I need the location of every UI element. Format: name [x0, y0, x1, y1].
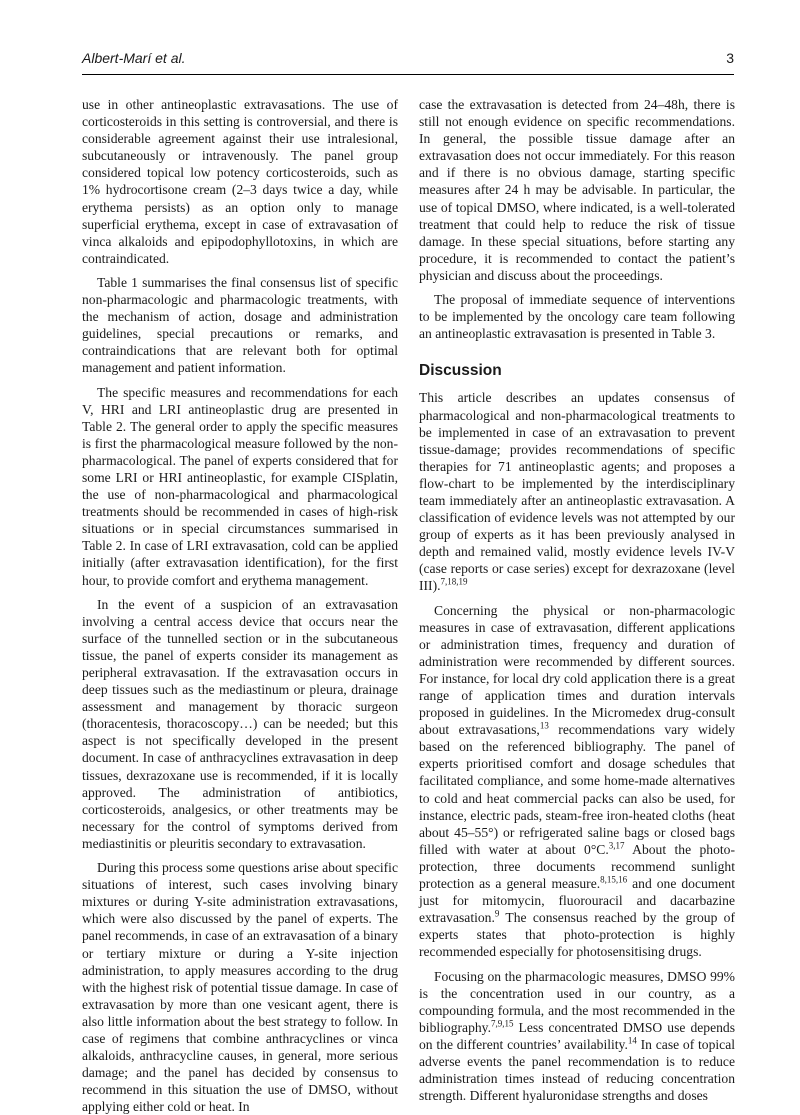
paragraph-text: This article describes an updates consensus of pharmacological and non-pharmacological treatments to be implemented in case of an extravasation to prevent tissue-damage; provides recommendations of specific therapies for 71 antineoplastic agents; and proposes a flow-chart to be implemented by the interdisciplinary team immediately after an antineoplastic extravasation. A classification of evidence levels was not attempted by our group of experts as it has been previously analysed in depth and remained valid, mostly evidence levels IV-V (case reports or case series) except for dexrazoxane (level III). — [419, 390, 735, 594]
right-column — [419, 96, 735, 1104]
paragraph: case the extravasation is detected from 24–48h, there is still not enough evidence on specific recommendations. In general, the possible tissue damage after an extravasation does not occur immediately. For this reason and if there is no obvious damage, starting specific measures after 24 h may be advisable. In particular, the use of topical DMSO, where indicated, is a well-tolerated treatment that could help to reduce the risk of tissue damage. In these special situations, before starting any procedure, it is recommended to contact the patient’s physician and discuss about the proceedings. — [419, 97, 735, 283]
paragraph-text: Less concentrated DMSO use depends on the different countries’ availability. — [419, 1019, 735, 1052]
paragraph-text: and one document just for mitomycin, fluorouracil and dacarbazine extravasation. — [419, 876, 735, 926]
citation-ref: 14 — [627, 1035, 637, 1046]
paragraph: In the event of a suspicion of an extravasation involving a central access device that occurs near the surface of the tunnelled section or in the subcutaneous tissue, the panel of experts consider its management as peripheral extravasation. If the extravasation occurs in deep tissues such as the mediastinum or pleura, drainage assessment and management by thoracic surgeon (thoracentesis, thoracoscopy…) can be needed; but this aspect is not specifically developed in the present document. In case of anthracyclines extravasation in deep tissues, dexrazoxane use is recommended, if it is locally approved. The administration of antibiotics, corticosteroids, analgesics, or other treatments may be necessary for the control of symptoms derived from mediastinitis or pleuritis secondary to extravasation. — [82, 596, 398, 851]
citation-ref: 7,18,19 — [440, 576, 468, 587]
page-number: 3 — [726, 50, 734, 66]
paragraph-text: In case of topical adverse events the panel recommendation is to reduce administration times instead of reducing concentration strength. Different hyaluronidase strengths and doses — [419, 1036, 736, 1104]
paragraph-text: About the photo-protection, three documents recommend sunlight protection as a general measure. — [419, 841, 736, 892]
paragraph: The proposal of immediate sequence of interventions to be implemented by the oncology care team following an antineoplastic extravasation is presented in Table 3. — [419, 292, 735, 342]
paragraph-text: Focusing on the pharmacologic measures, DMSO 99% is the concentration used in our country, as a compounding formula, and the most recommended in the bibliography. — [419, 968, 735, 1035]
paragraph-text: The consensus reached by the group of experts states that photo-protection is highly recommended especially for photosensitising drugs. — [419, 910, 735, 960]
citation-ref: 9 — [494, 908, 500, 919]
citation-ref: 3,17 — [608, 840, 625, 851]
paragraph-text: Concerning the physical or non-pharmacologic measures in case of extravasation, different applications or administration times, frequency and duration of administration were recommended by different sources. For instance, for local dry cold application there is a great range of application times and duration intervals proposed in guidelines. In the Micromedex drug-consult about extravasations, — [419, 602, 735, 738]
paragraph — [419, 602, 735, 961]
running-header — [82, 50, 734, 66]
running-header-authors: Albert-Marí et al. — [82, 50, 186, 66]
section-heading-discussion: Discussion — [419, 362, 502, 380]
paragraph — [419, 389, 735, 594]
header-rule — [82, 74, 734, 75]
paragraph: Table 1 summarises the final consensus list of specific non-pharmacologic and pharmacologic treatments, with the mechanism of action, dosage and administration guidelines, special precautions or remarks, and contraindications that are relevant both for optimal management and patient information. — [82, 274, 398, 376]
left-column — [82, 96, 398, 1115]
paragraph: use in other antineoplastic extravasations. The use of corticosteroids in this setting is controversial, and there is considerable agreement against their use intralesional, subcutaneously or intravenously. The panel group considered topical low potency corticosteroids, such as 1% hydrocortisone cream (2–3 days twice a day, while erythema persists) as an option only to manage superficial erythema, except in case of extravasation of vinca alkaloids and epipodophyllotoxins, in which are contraindicated. — [82, 97, 398, 266]
paragraph: The specific measures and recommendations for each V, HRI and LRI antineoplastic drug are presented in Table 2. The general order to apply the specific measures is first the pharmacological measure followed by the non-pharmacological. The panel of experts considered that for some LRI or HRI antineoplastic, for example CISplatin, the use of non-pharmacological and pharmacological treatments should be recommended in cases of high-risk situations or in special circumstances summarised in Table 2. In case of LRI extravasation, cold can be applied initially (after extravasation identification), for the first hour, to provide comfort and erythema management. — [82, 384, 398, 588]
paragraph-text: recommendations vary widely based on the referenced bibliography. The panel of experts prioritised comfort and dosage schedules that facilitated compliance, and some home-made alternatives to cold and heat commercial packs can also be used, for instance, electric pads, steam-free iron-heated cloths (heat about 45–55°) or refrigerated saline bags or closed bags filled with water at about 0°C. — [419, 722, 735, 857]
citation-ref: 7,9,15 — [490, 1018, 514, 1029]
paragraph — [419, 968, 735, 1105]
citation-ref: 8,15,16 — [600, 874, 628, 885]
paragraph: During this process some questions arise about specific situations of interest, such cases involving binary mixtures or during Y-site administration extravasations, which were also discussed by the panel of experts. The panel recommends, in case of an extravasation of a binary or tertiary mixture or during a Y-site injection administration, to apply measures according to the drug with the highest risk of potential tissue damage. In case of extravasation by more than one vesicant agent, there is also little information about the best strategy to follow. In case of regimens that combine anthracyclines or vinca alkaloids, anthracycline causes, in general, more serious damage; and the panel has decided by consensus to recommend in this situation the use of DMSO, without applying either cold or heat. In — [82, 860, 398, 1115]
citation-ref: 13 — [539, 720, 549, 731]
